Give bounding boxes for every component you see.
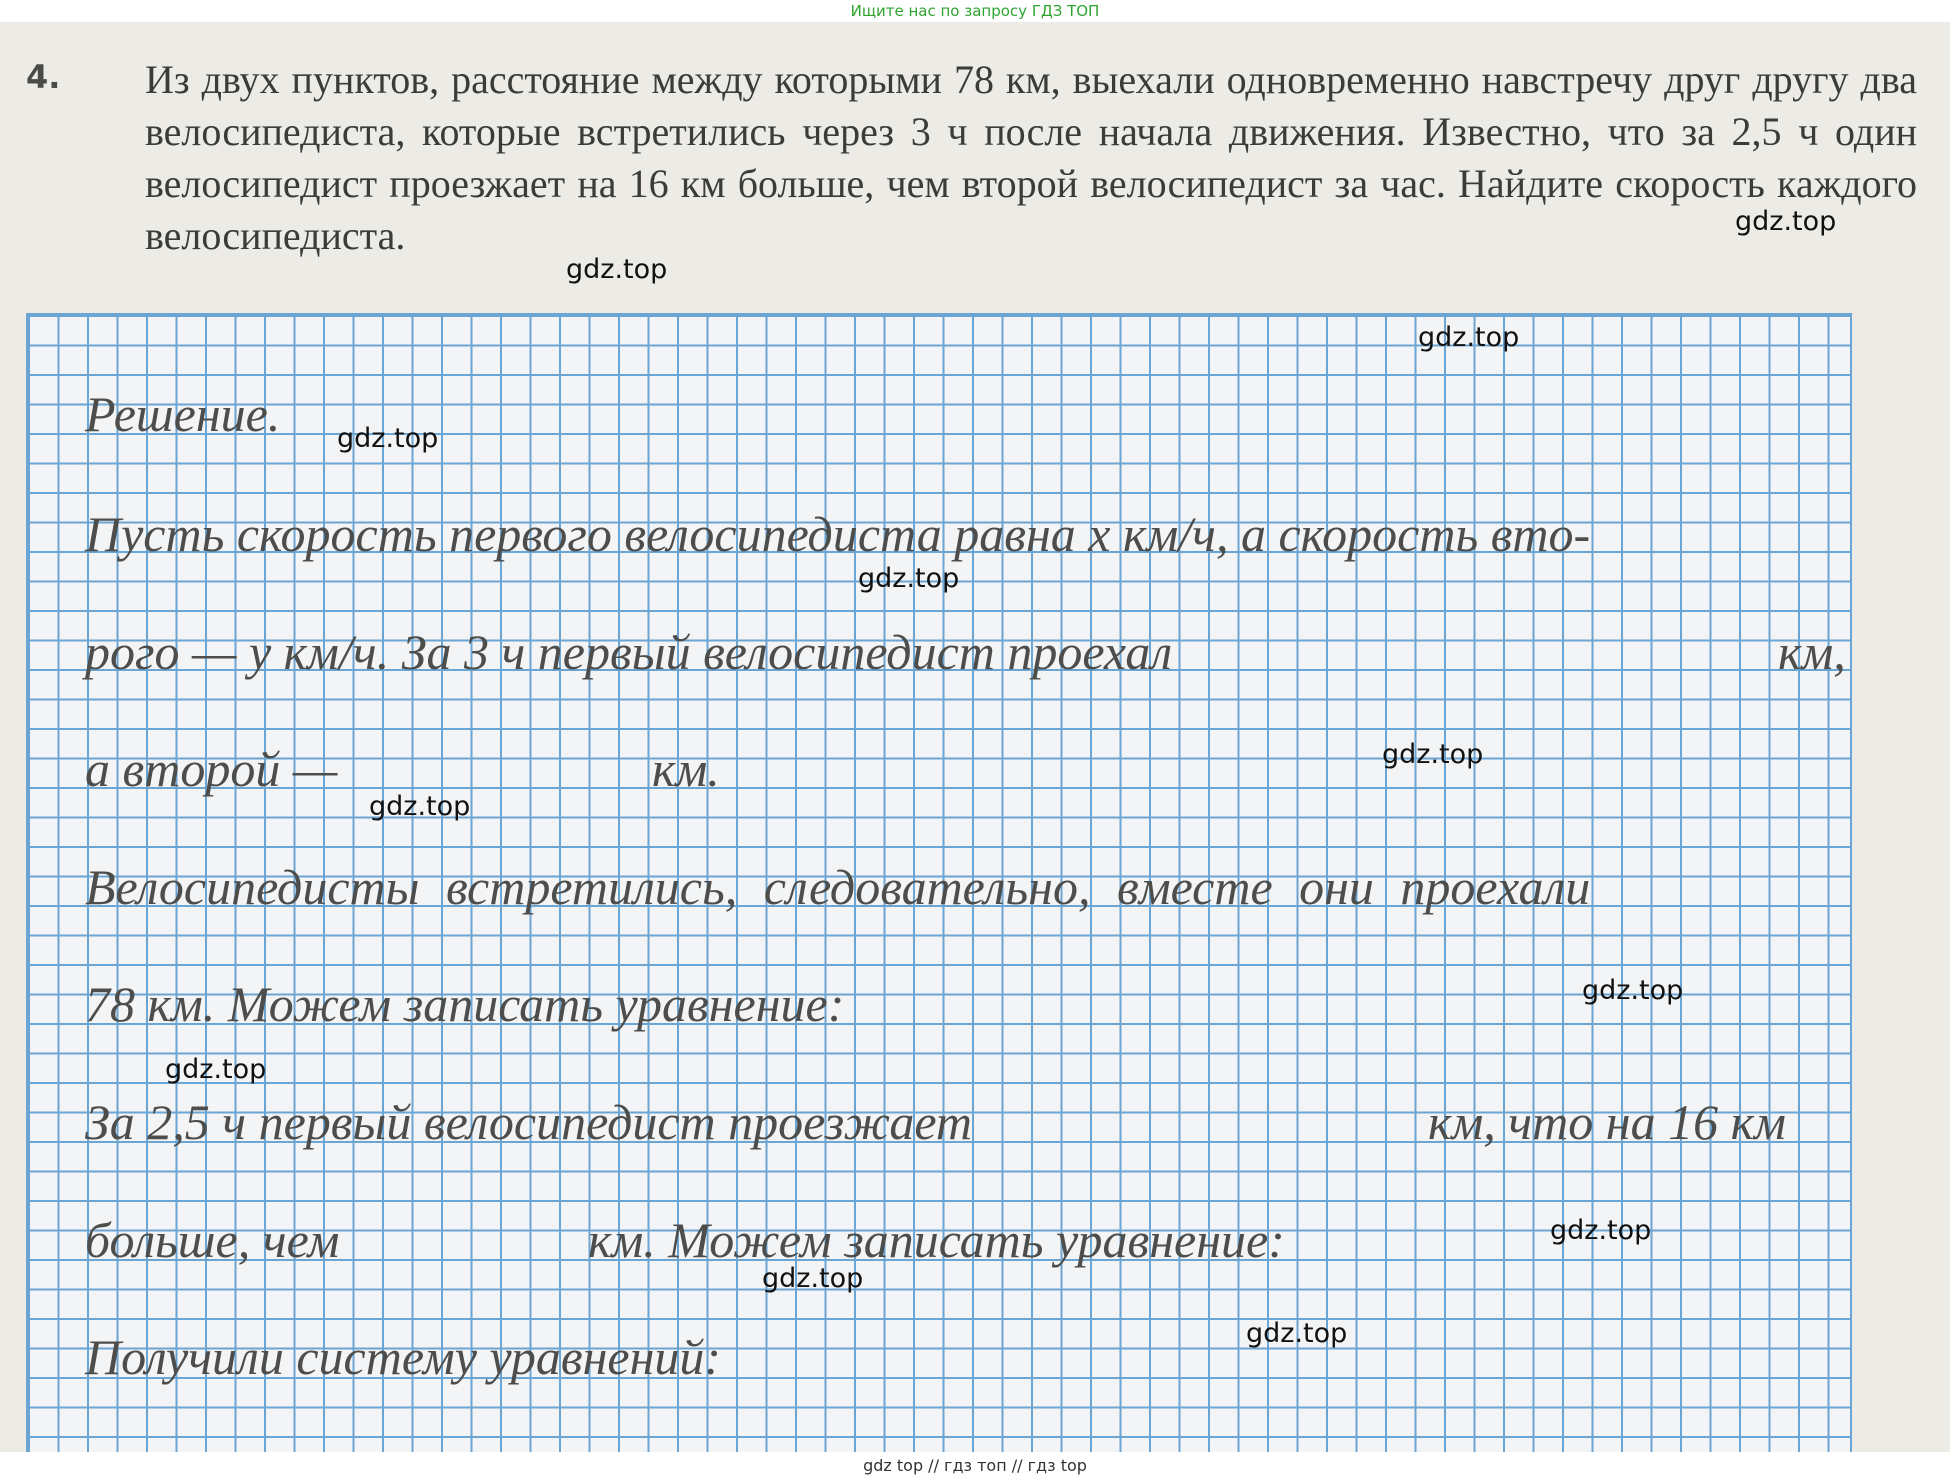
solution-line-3-start: а второй — [85,741,338,797]
solution-line-4: Велосипедисты встретились, следовательно, вместе они проехали [85,859,1591,915]
task-text: Из двух пунктов, расстояние между которыми 78 км, выехали одновременно навстречу друг другу два велосипедиста, которые встретились через 3 ч после начала движения. Известно, что за 2,5 ч один велосипедист проезжает на 16 км больше, чем второй велосипедист за час. Найдите скорость каждого велосипедиста. [145,57,1917,258]
watermark: gdz.top [165,1054,267,1085]
solution-line-8: Получили систему уравнений: [85,1329,722,1385]
watermark: gdz.top [1550,1215,1652,1246]
watermark: gdz.top [1418,322,1520,353]
watermark: gdz.top [1382,739,1484,770]
task-number: 4. [26,58,61,96]
solution-line-2-start: рого — y км/ч. За 3 ч первый велосипедист проехал [85,624,1173,680]
watermark: gdz.top [1582,975,1684,1006]
top-banner[interactable]: Ищите нас по запросу ГДЗ ТОП [0,0,1950,22]
watermark: gdz.top [858,563,960,594]
watermark: gdz.top [1246,1318,1348,1349]
solution-line-7-end: км. Можем записать уравнение: [588,1212,1285,1268]
watermark: gdz.top [762,1263,864,1294]
solution-line-2-end: км, [1778,624,1846,680]
watermark: gdz.top [369,791,471,822]
watermark: gdz.top [1735,206,1837,237]
solution-line-5: 78 км. Можем записать уравнение: [85,976,845,1032]
solution-line-6-start: За 2,5 ч первый велосипедист проезжает [85,1094,973,1150]
solution-line-3-end: км. [652,741,720,797]
solution-line-6-end: км, что на 16 км [1428,1094,1786,1150]
solution-title: Решение. [85,386,281,442]
solution-line-1: Пусть скорость первого велосипедиста равна x км/ч, а скорость вто- [85,506,1591,562]
solution-line-7-start: больше, чем [85,1212,340,1268]
watermark: gdz.top [337,423,439,454]
footer: gdz top // гдз топ // гдз top [0,1452,1950,1480]
watermark: gdz.top [566,254,668,285]
